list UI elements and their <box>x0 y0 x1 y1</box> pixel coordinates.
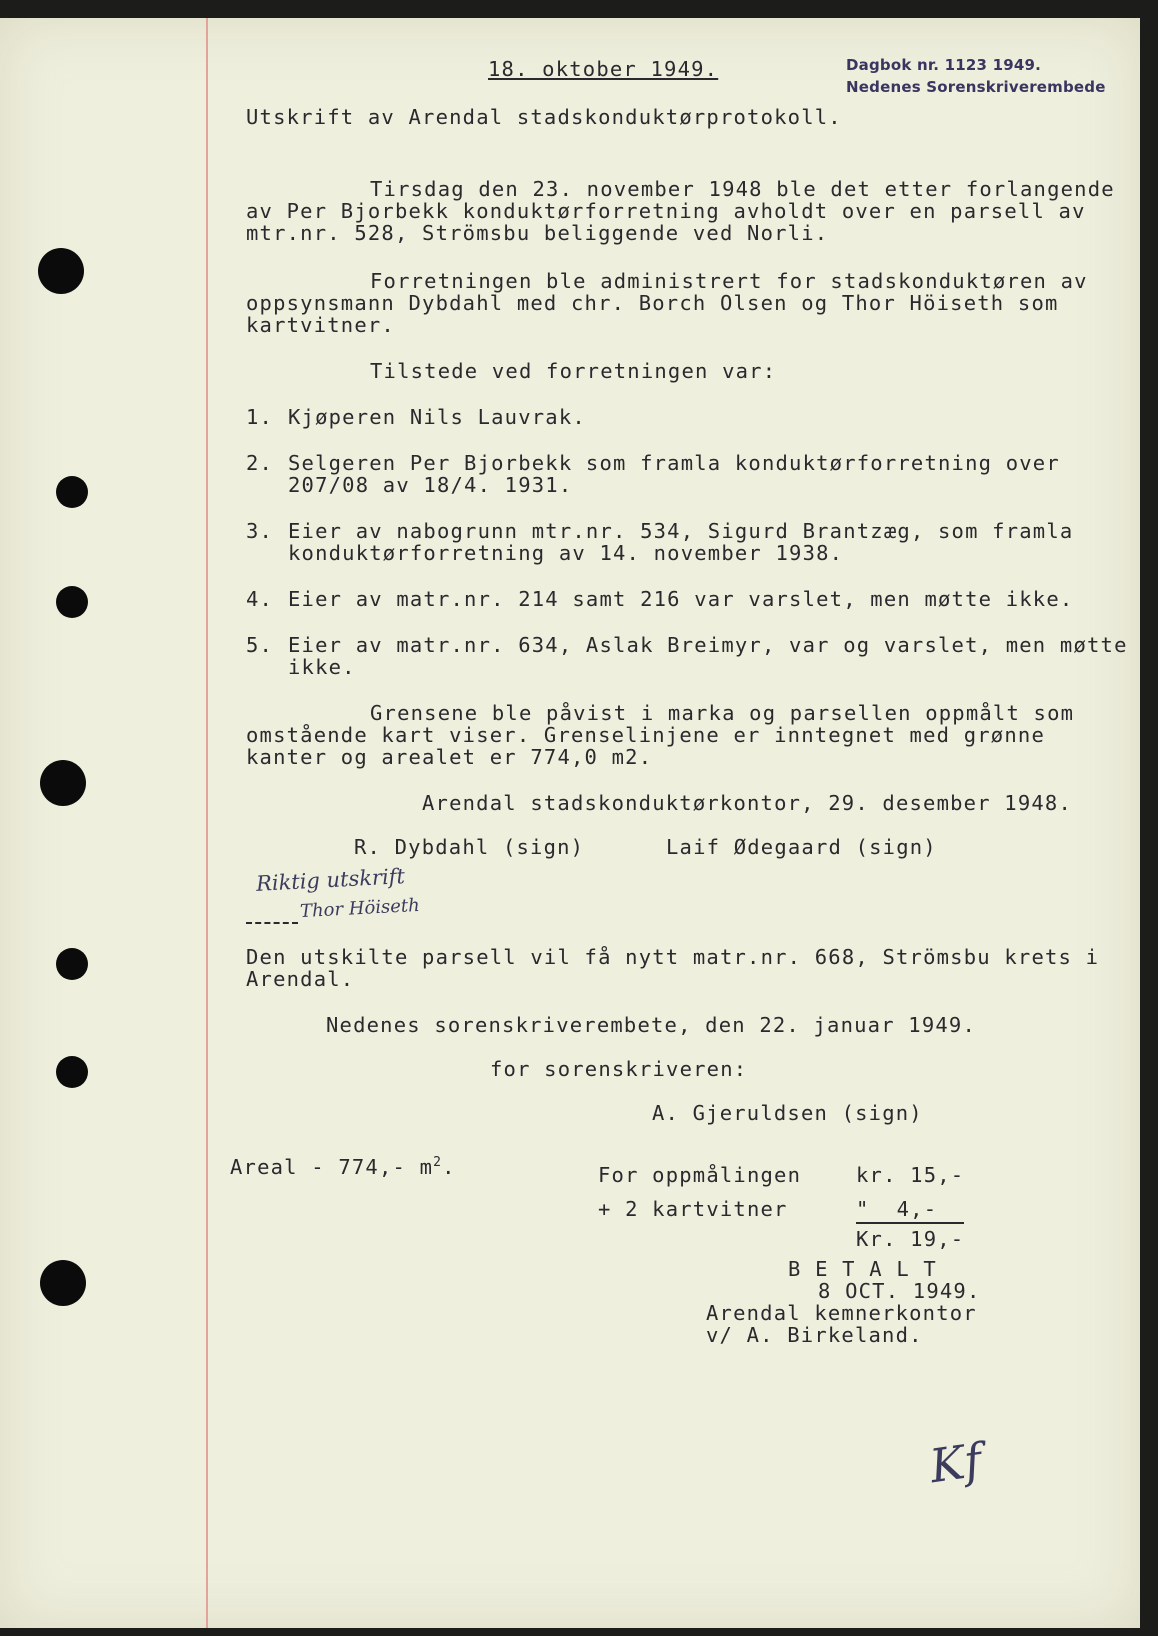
document-date: 18. oktober 1949. <box>488 57 719 81</box>
list-item-number: 3. <box>246 519 274 543</box>
paragraph1-line1: Tirsdag den 23. november 1948 ble det etter forlangende <box>370 177 1115 201</box>
office-date: Arendal stadskonduktørkontor, 29. desember 1948. <box>422 791 1073 815</box>
fee-label: For oppmålingen <box>598 1163 802 1187</box>
paragraph3-line3: kanter og arealet er 774,0 m2. <box>246 745 653 769</box>
paragraph3-line2: omstående kart viser. Grenselinjene er inntegnet med grønne <box>246 723 1045 747</box>
list-item-text: Kjøperen Nils Lauvrak. <box>288 405 586 429</box>
paragraph4-line1: Den utskilte parsell vil få nytt matr.nr. 668, Strömsbu krets i <box>246 945 1100 969</box>
paid-stamp-line4: v/ A. Birkeland. <box>706 1323 923 1347</box>
signature-dashes <box>246 922 298 924</box>
area-superscript: 2 <box>433 1155 443 1170</box>
paid-stamp-line1: B E T A L T <box>788 1257 937 1281</box>
punch-hole <box>38 248 84 294</box>
paragraph2-line2: oppsynsmann Dybdahl med chr. Borch Olsen og Thor Höiseth som <box>246 291 1059 315</box>
document-page <box>0 18 1140 1628</box>
list-item-text: 207/08 av 18/4. 1931. <box>288 473 573 497</box>
fee-sum-rule <box>856 1222 964 1224</box>
punch-hole <box>56 1056 88 1088</box>
paragraph1-line2: av Per Bjorbekk konduktørforretning avholdt over en parsell av <box>246 199 1086 223</box>
signature-left: R. Dybdahl (sign) <box>354 835 585 859</box>
fee-amount: " 4,- <box>856 1197 938 1221</box>
fee-label: + 2 kartvitner <box>598 1197 788 1221</box>
paragraph2-line3: kartvitner. <box>246 313 395 337</box>
court-date: Nedenes sorenskriverembete, den 22. januar 1949. <box>326 1013 977 1037</box>
list-item-text: Eier av nabogrunn mtr.nr. 534, Sigurd Brantzæg, som framla <box>288 519 1074 543</box>
signature-right: Laif Ødegaard (sign) <box>666 835 937 859</box>
paragraph2-line1: Forretningen ble administrert for stadskonduktøren av <box>370 269 1088 293</box>
list-item-number: 4. <box>246 587 274 611</box>
margin-rule <box>206 18 208 1628</box>
journal-stamp-line1: Dagbok nr. 1123 1949. <box>846 56 1042 74</box>
area-end: . <box>442 1154 456 1179</box>
list-item-text: Eier av matr.nr. 634, Aslak Breimyr, var og varslet, men møtte <box>288 633 1128 657</box>
paragraph3-line1: Grensene ble påvist i marka og parsellen oppmålt som <box>370 701 1075 725</box>
punch-hole <box>40 760 86 806</box>
handwritten-initials: Kf <box>926 1432 985 1494</box>
journal-stamp-line2: Nedenes Sorenskriverembede <box>846 78 1106 96</box>
list-item-text: Selgeren Per Bjorbekk som framla konduktørforretning over <box>288 451 1060 475</box>
list-item-text: konduktørforretning av 14. november 1938. <box>288 541 844 565</box>
list-item-text: ikke. <box>288 655 356 679</box>
list-item-number: 5. <box>246 633 274 657</box>
clerk-signature: A. Gjeruldsen (sign) <box>652 1101 923 1125</box>
paragraph4-line2: Arendal. <box>246 967 355 991</box>
area-text: Areal - 774,- m <box>230 1154 434 1179</box>
paid-stamp-line2: 8 OCT. 1949. <box>818 1279 981 1303</box>
punch-hole <box>40 1260 86 1306</box>
present-intro: Tilstede ved forretningen var: <box>370 359 777 383</box>
paid-stamp-line3: Arendal kemnerkontor <box>706 1301 977 1325</box>
paragraph1-line3: mtr.nr. 528, Strömsbu beliggende ved Norli. <box>246 221 829 245</box>
handwritten-certification: Riktig utskrift <box>255 864 406 896</box>
punch-hole <box>56 476 88 508</box>
punch-hole <box>56 586 88 618</box>
list-item-text: Eier av matr.nr. 214 samt 216 var varslet, men møtte ikke. <box>288 587 1074 611</box>
area-label <box>230 1152 456 1178</box>
list-item-number: 1. <box>246 405 274 429</box>
list-item-number: 2. <box>246 451 274 475</box>
document-title: Utskrift av Arendal stadskonduktørprotokoll. <box>246 105 842 129</box>
punch-hole <box>56 948 88 980</box>
handwritten-signature: Thor Höiseth <box>299 894 421 923</box>
fee-amount: kr. 15,- <box>856 1163 965 1187</box>
for-clerk: for sorenskriveren: <box>490 1057 748 1081</box>
fee-total: Kr. 19,- <box>856 1227 965 1251</box>
